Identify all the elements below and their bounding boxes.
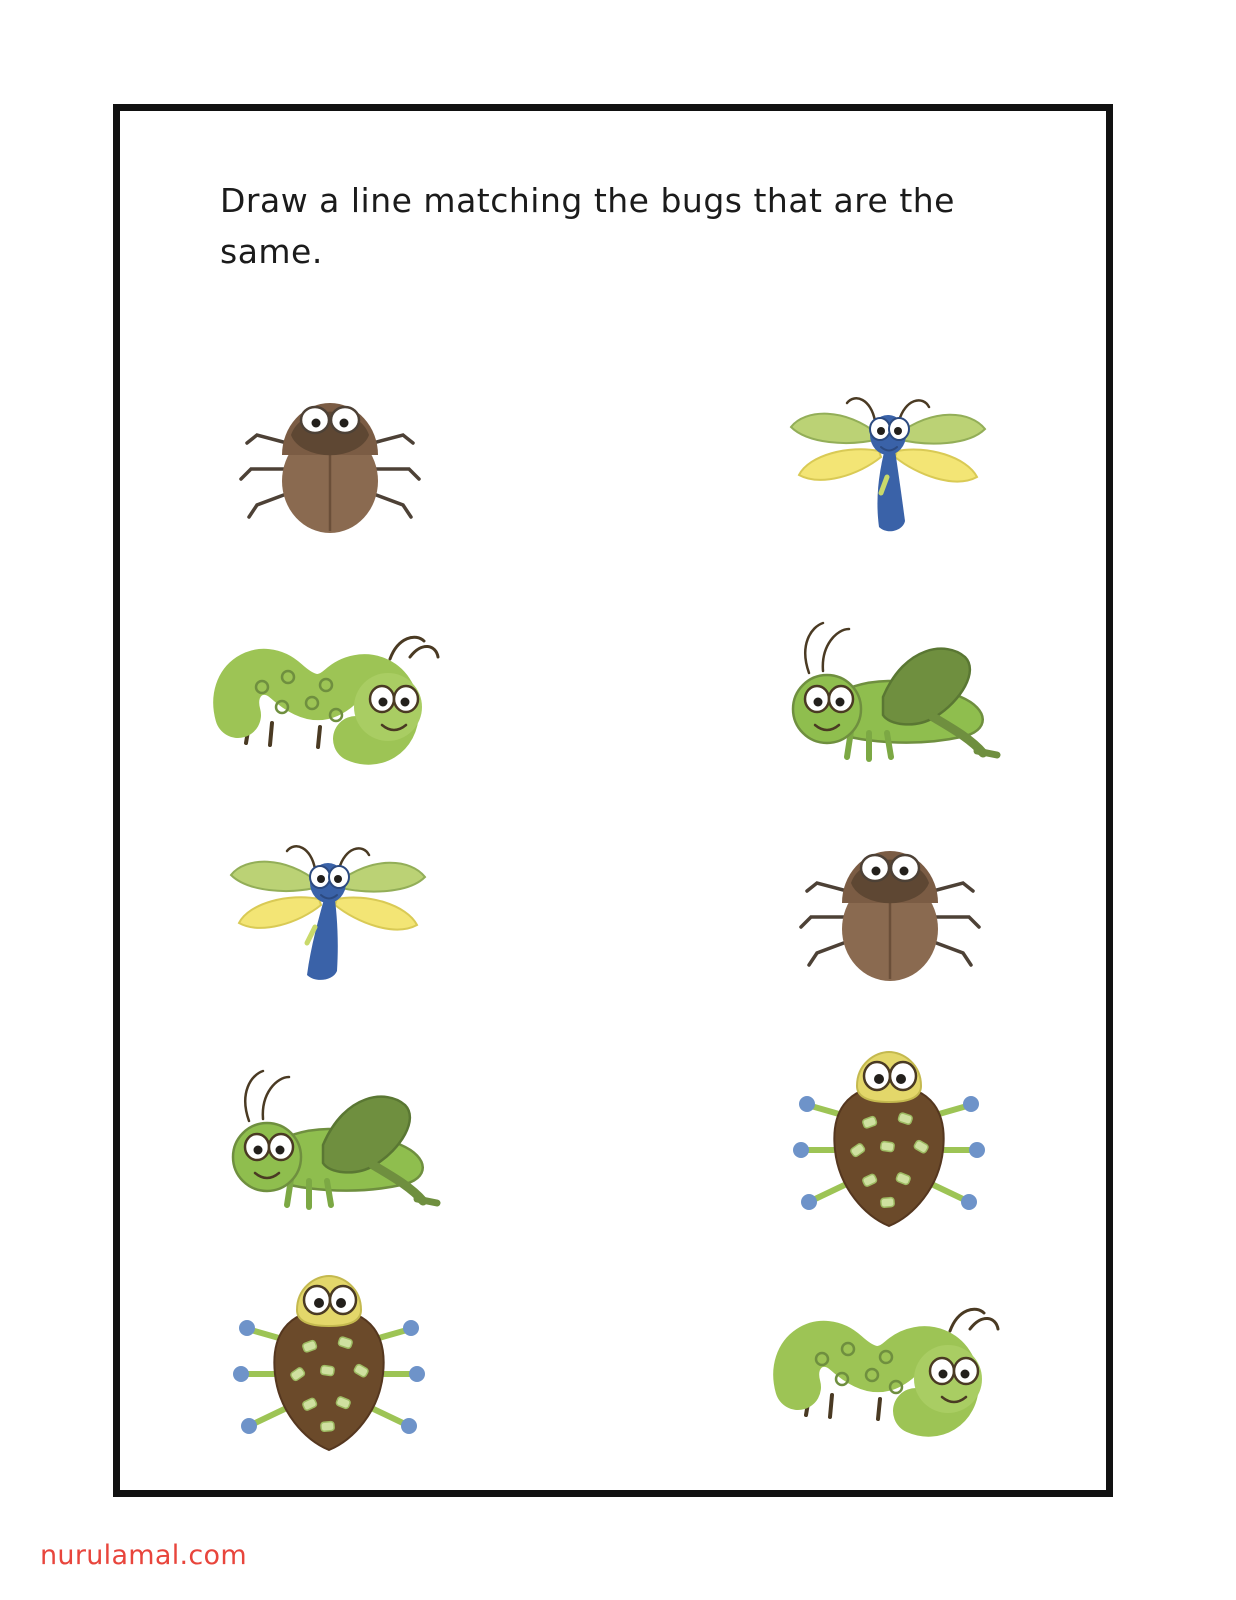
beetle-icon [785,821,995,1011]
matching-columns [120,356,1106,1476]
left-column [160,356,500,1476]
site-credit[interactable]: nurulamal.com [40,1540,247,1571]
beetle-icon [225,373,435,563]
page-title: Draw a line matching the bugs that are the same. [220,181,955,272]
right-item-caterpillar[interactable] [720,1252,1060,1476]
dragonfly-icon [215,821,445,1011]
grasshopper-icon [765,605,1015,780]
right-item-beetle[interactable] [720,804,1060,1028]
left-item-caterpillar[interactable] [160,580,500,804]
left-item-spotted-bug[interactable] [160,1252,500,1476]
grasshopper-icon [205,1053,455,1228]
right-item-grasshopper[interactable] [720,580,1060,804]
left-item-grasshopper[interactable] [160,1028,500,1252]
spotted-bug-icon [215,1264,445,1464]
spotted-bug-icon [775,1040,1005,1240]
right-item-spotted-bug[interactable] [720,1028,1060,1252]
caterpillar-icon [770,1279,1010,1449]
right-item-dragonfly[interactable] [720,356,1060,580]
left-item-dragonfly[interactable] [160,804,500,1028]
left-item-beetle[interactable] [160,356,500,580]
dragonfly-icon [775,373,1005,563]
right-column [720,356,1060,1476]
caterpillar-icon [210,607,450,777]
worksheet-page [113,104,1113,1497]
